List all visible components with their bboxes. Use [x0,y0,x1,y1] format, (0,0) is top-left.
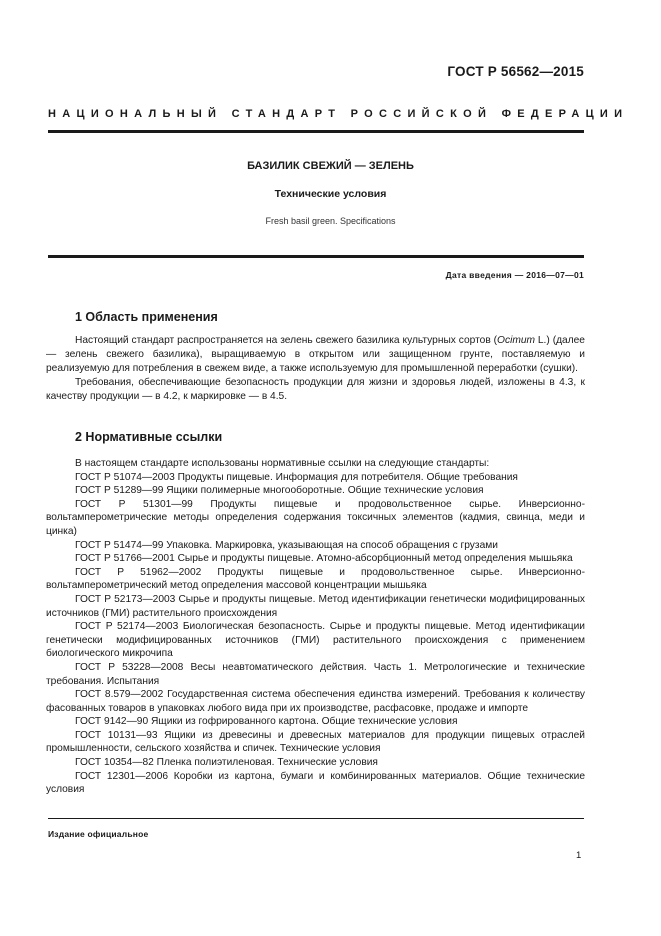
document-title-english: Fresh basil green. Specifications [265,216,396,226]
section-2-heading: 2 Нормативные ссылки [75,430,223,444]
reference-item: ГОСТ Р 52173—2003 Сырье и продукты пищевые. Метод идентификации генетически модифицированных источников (ГМИ) растительного происхождения [46,593,585,619]
scope-paragraph-2: Требования, обеспечивающие безопасность продукции для жизни и здоровья людей, изложены в 4.3, к качеству продукции — в 4.2, к маркировке — в 4.5. [46,376,585,402]
reference-item: ГОСТ Р 51474—99 Упаковка. Маркировка, указывающая на способ обращения с грузами [75,539,498,551]
reference-item: ГОСТ 10131—93 Ящики из древесины и древесных материалов для продукции пищевых отраслей промышленности, сельского хозяйства и спичек. Технические условия [46,729,585,755]
official-publication-label: Издание официальное [48,829,149,839]
scope-paragraph-1: Настоящий стандарт распространяется на зелень свежего базилика культурных сортов (Ocimum L.) (далее — зелень свежего базилика), выращиваемую в открытом или защищенном грунте, поставляемую и реализуемую для потребления в свежем виде, а также используемую для промышленной переработки (сушки). [46,335,585,374]
reference-item: ГОСТ Р 51962—2002 Продукты пищевые и продовольственное сырье. Инверсионно-вольтамперометрический метод определения массовой концентрации мышьяка [46,566,585,592]
reference-item: ГОСТ Р 51766—2001 Сырье и продукты пищевые. Атомно-абсорбционный метод определения мышьяка [75,553,573,565]
section-1-body [46,334,585,404]
national-standard-title: НАЦИОНАЛЬНЫЙ СТАНДАРТ РОССИЙСКОЙ ФЕДЕРАЦИИ [48,108,629,120]
reference-item: ГОСТ 12301—2006 Коробки из картона, бумаги и комбинированных материалов. Общие технические условия [46,770,585,796]
standard-code: ГОСТ Р 56562—2015 [447,64,584,79]
reference-item: ГОСТ Р 51289—99 Ящики полимерные многооборотные. Общие технические условия [75,485,484,497]
references-intro: В настоящем стандарте использованы нормативные ссылки на следующие стандарты: [75,458,490,469]
reference-item: ГОСТ Р 52174—2003 Биологическая безопасность. Сырье и продукты пищевые. Метод идентификации генетически модифицированных источников (ГМИ) растительного происхождения с применением биологического микрочипа [46,621,585,660]
reference-item: ГОСТ Р 53228—2008 Весы неавтоматического действия. Часть 1. Метрологические и технические требования. Испытания [46,661,585,687]
section-1-heading: 1 Область применения [75,310,218,324]
reference-item: ГОСТ 10354—82 Пленка полиэтиленовая. Технические условия [75,757,378,769]
reference-item: ГОСТ Р 51074—2003 Продукты пищевые. Информация для потребителя. Общие требования [75,471,518,483]
page-number: 1 [576,850,582,861]
reference-item: ГОСТ Р 51301—99 Продукты пищевые и продовольственное сырье. Инверсионно-вольтамперометрические методы определения содержания токсичных элементов (кадмия, свинца, меди и цинка) [46,498,585,537]
document-subtitle: Технические условия [274,188,387,200]
normative-references [46,457,585,797]
footer-rule [48,818,584,819]
reference-item: ГОСТ 8.579—2002 Государственная система обеспечения единства измерений. Требования к количеству фасованных товаров в упаковках любого вида при их производстве, расфасовке, продаже и импорте [46,689,585,714]
reference-item: ГОСТ 9142—90 Ящики из гофрированного картона. Общие технические условия [75,716,458,728]
document-title: БАЗИЛИК СВЕЖИЙ — ЗЕЛЕНЬ [247,160,414,172]
top-rule [48,130,584,133]
title-rule [48,255,584,258]
introduction-date: Дата введения — 2016—07—01 [445,270,584,280]
